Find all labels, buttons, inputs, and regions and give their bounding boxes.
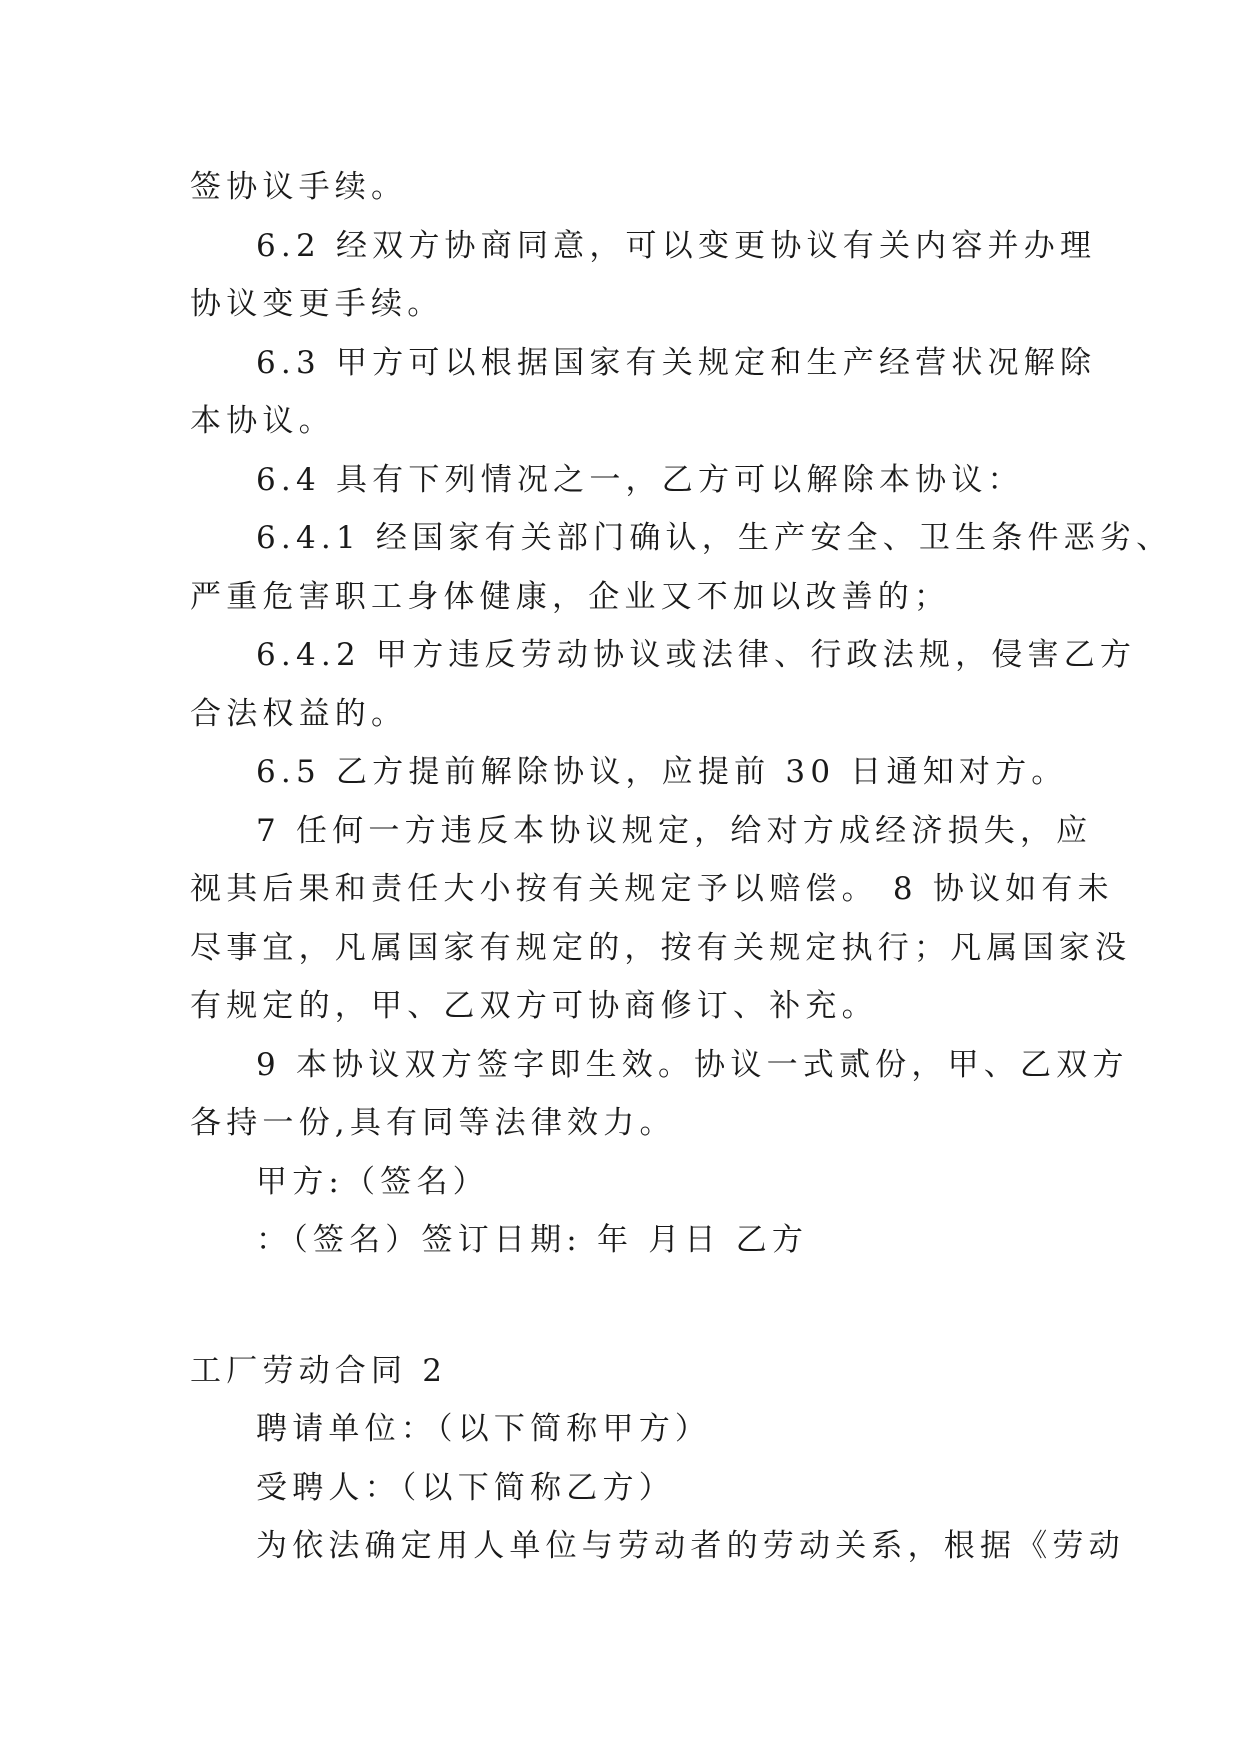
text-line: 合法权益的。 <box>190 695 408 732</box>
text-line: 6.4.1 经国家有关部门确认，生产安全、卫生条件恶劣、 <box>256 520 1173 556</box>
text-line: 本协议。 <box>190 403 335 439</box>
text-line: 6.4 具有下列情况之一，乙方可以解除本协议： <box>256 461 1024 498</box>
text-line: 严重危害职工身体健康，企业又不加以改善的； <box>190 578 951 615</box>
text-line: 为依法确定用人单位与劳动者的劳动关系，根据《劳动 <box>256 1528 1125 1564</box>
text-line: 9 本协议双方签字即生效。协议一式贰份，甲、乙双方 <box>256 1046 1129 1083</box>
text-line: 6.3 甲方可以根据国家有关规定和生产经营状况解除 <box>256 344 1097 381</box>
document-body <box>190 158 1173 1270</box>
text-line: 受聘人：（以下简称乙方） <box>256 1469 675 1506</box>
text-line: 聘请单位：（以下简称甲方） <box>256 1411 712 1447</box>
text-line: 签协议手续。 <box>190 169 408 205</box>
text-line: 视其后果和责任大小按有关规定予以赔偿。 8 协议如有未 <box>190 871 1114 907</box>
text-line: 有规定的，甲、乙双方可协商修订、补充。 <box>190 988 878 1024</box>
section-title: 工厂劳动合同 2 <box>190 1352 448 1389</box>
text-line: 协议变更手续。 <box>190 286 444 322</box>
text-line: 7 任何一方违反本协议规定，给对方成经济损失，应 <box>256 812 1093 849</box>
section-gap <box>190 1270 1050 1342</box>
text-line: 6.5 乙方提前解除协议，应提前 30 日通知对方。 <box>256 754 1068 790</box>
text-line: 6.2 经双方协商同意，可以变更协议有关内容并办理 <box>256 227 1097 264</box>
text-line: 甲方:（签名） <box>256 1163 489 1200</box>
section-body <box>190 1400 1125 1576</box>
text-line: 尽事宜，凡属国家有规定的，按有关规定执行；凡属国家没 <box>190 929 1132 966</box>
text-line: ：（签名）签订日期: 年 月日 乙方 <box>256 1222 809 1258</box>
text-line: 各持一份,具有同等法律效力。 <box>190 1105 676 1141</box>
document-page <box>190 158 1173 1576</box>
text-line: 6.4.2 甲方违反劳动协议或法律、行政法规，侵害乙方 <box>256 637 1137 673</box>
